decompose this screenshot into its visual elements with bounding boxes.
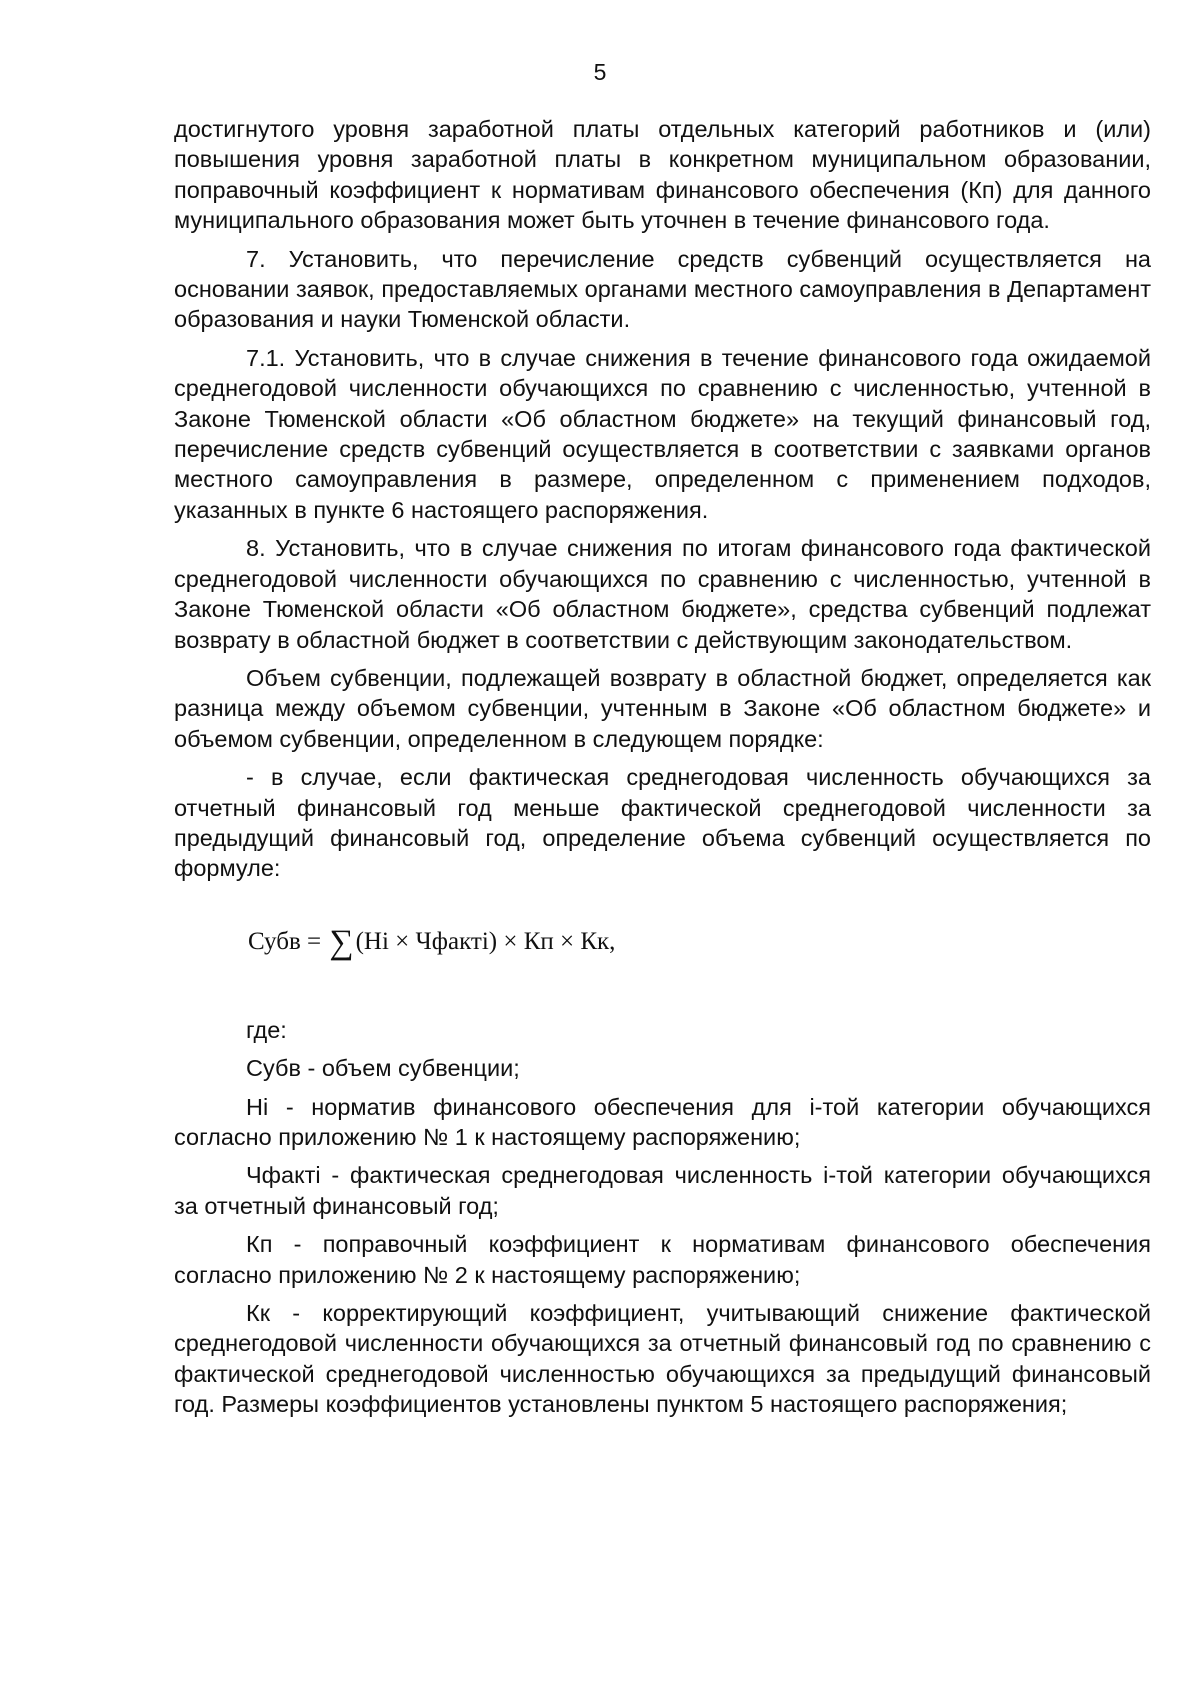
subvention-formula [248, 922, 1151, 963]
paragraph-continuation: достигнутого уровня заработной платы отдельных категорий работников и (или) повышения уровня заработной платы в конкретном муниципальном образовании, поправочный коэффициент к нормативам финансового обеспечения (Кп) для данного муниципального образования может быть уточнен в течение финансового года. [174, 116, 1151, 234]
paragraph-item-7: 7. Установить, что перечисление средств субвенций осуществляется на основании заявок, предоставляемых органами местного самоуправления в Департамент образования и науки Тюменской области. [174, 245, 1151, 333]
definition-subv: Субв - объем субвенции; [246, 1055, 520, 1082]
definition-hi: Hi - норматив финансового обеспечения для i-той категории обучающихся согласно приложению № 1 к настоящему распоряжению; [174, 1093, 1151, 1150]
document-body [174, 114, 1151, 1428]
paragraph-subvention-volume: Объем субвенции, подлежащей возврату в областной бюджет, определяется как разница между объемом субвенции, учтенным в Законе «Об областном бюджете» и объемом субвенции, определенном в следующем порядке: [174, 664, 1151, 752]
page-number: 5 [593, 59, 607, 85]
definition-chfakt: Чфакті - фактическая среднегодовая численность і-той категории обучающихся за отчетный финансовый год; [174, 1162, 1151, 1219]
sigma-symbol: ∑ [329, 923, 354, 961]
paragraph-item-8: 8. Установить, что в случае снижения по итогам финансового года фактической среднегодовой численности обучающихся по сравнению с численностью, учтенной в Законе Тюменской области «Об областном бюджете», средства субвенций подлежат возврату в областной бюджет в соответствии с действующим законодательством. [174, 535, 1151, 653]
formula-right: (Hi × Чфакті) × Кп × Кк, [355, 927, 616, 955]
definition-kp: Кп - поправочный коэффициент к нормативам финансового обеспечения согласно приложению № 2 к настоящему распоряжению; [174, 1231, 1151, 1288]
definition-where: где: [246, 1016, 287, 1043]
paragraph-item-7-1: 7.1. Установить, что в случае снижения в течение финансового года ожидаемой среднегодовой численности обучающихся по сравнению с численностью, учтенной в Законе Тюменской области «Об областном бюджете» на текущий финансовый год, перечисление средств субвенций осуществляется в соответствии с заявками органов местного самоуправления в размере, определенном с применением подходов, указанных в пункте 6 настоящего распоряжения. [174, 344, 1151, 523]
definition-kk: Кк - корректирующий коэффициент, учитывающий снижение фактической среднегодовой численности обучающихся за отчетный финансовый год по сравнению с фактической среднегодовой численностью обучающихся за предыдущий финансовый год. Размеры коэффициентов установлены пунктом 5 настоящего распоряжения; [174, 1300, 1151, 1418]
paragraph-formula-condition: - в случае, если фактическая среднегодовая численность обучающихся за отчетный финансовый год меньше фактической среднегодовой численности за предыдущий финансовый год, определение объема субвенций осуществляется по формуле: [174, 764, 1151, 882]
formula-left: Субв = [248, 927, 322, 955]
